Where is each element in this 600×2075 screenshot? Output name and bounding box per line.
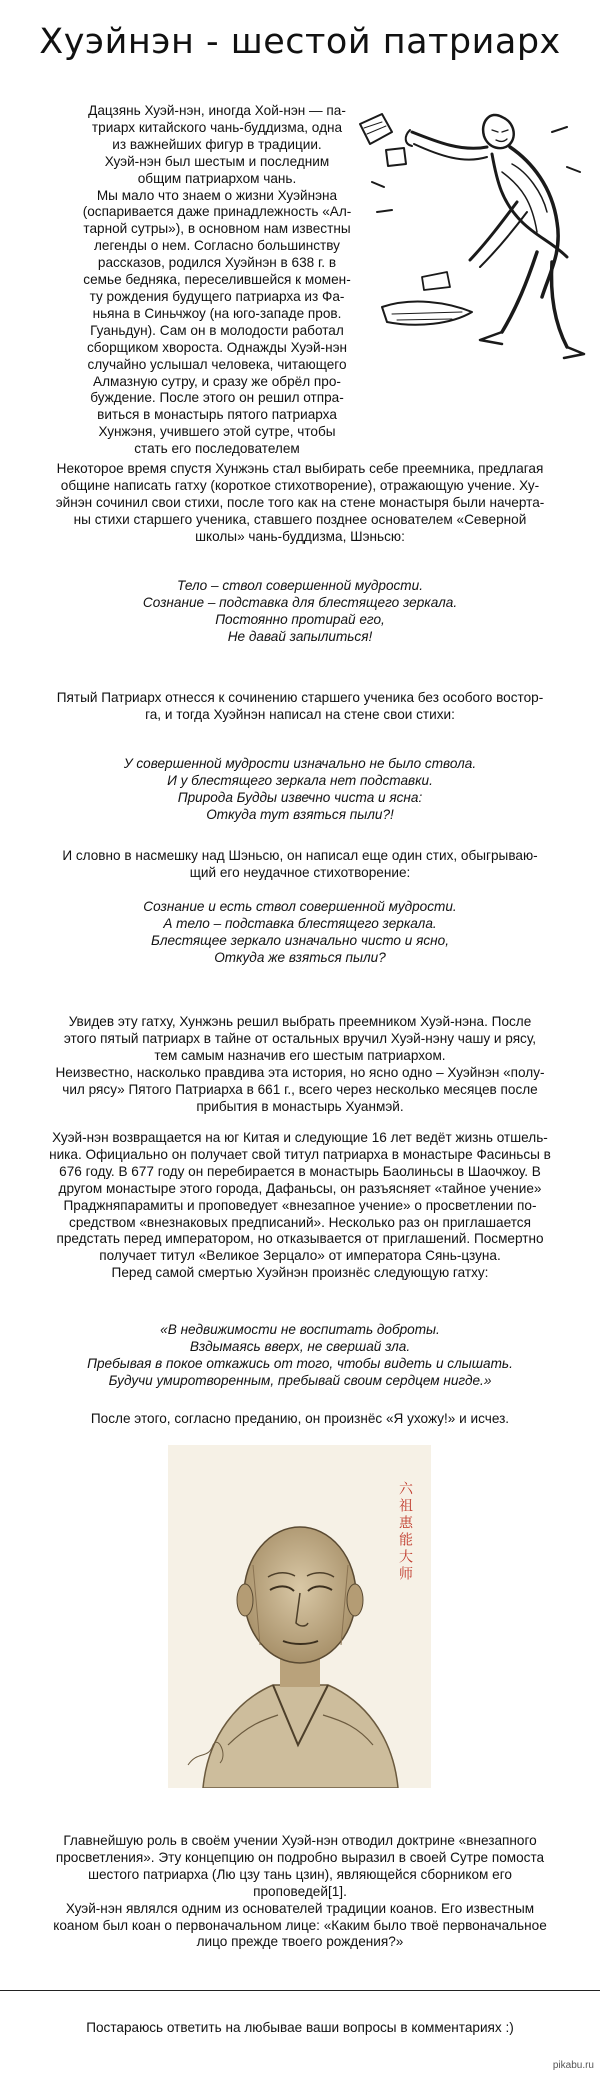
poem4-line: Вздымаясь вверх, не свершай зла. <box>189 1338 411 1354</box>
p6-line: предстать перед императором, но отказывается от приглашений. Посмертно <box>56 1231 544 1247</box>
p2-line: общине написать гатху (короткое стихотворение), отражающую учение. Ху- <box>60 477 540 493</box>
monk-ink-drawing <box>352 92 592 367</box>
p8-line: Главнейшую роль в своём учении Хуэй-нэн отводил доктрине «внезапного <box>63 1833 537 1848</box>
poem3-line: А тело – подставка блестящего зеркала. <box>163 915 437 931</box>
poem-huineng-second <box>10 899 590 967</box>
p6-line: другом монастыре этого города, Дафаньсы, он разъясняет «тайное учение» <box>58 1180 542 1196</box>
intro-line: Хунжэня, учившего этой сутре, чтобы <box>98 424 336 440</box>
intro-line: семье бедняка, переселившейся к момен- <box>83 272 351 288</box>
poem4-line: «В недвижимости не воспитать доброты. <box>160 1322 440 1337</box>
paragraph-mockery <box>10 848 590 882</box>
intro-line: тарной сутры»), в основном нам известны <box>83 221 351 237</box>
p6-line: Хуэй-нэн возвращается на юг Китая и следующие 16 лет ведёт жизнь отшель- <box>52 1130 548 1145</box>
page-title: Хуэйнэн - шестой патриарх <box>39 22 561 62</box>
intro-line: сборщиком хвороста. Однажды Хуэй-нэн <box>86 339 348 355</box>
monk-illustration <box>352 92 592 367</box>
intro-line: ньяна в Синьчжоу (на юго-западе пров. <box>92 305 342 321</box>
poem1-line: Не давай запылиться! <box>227 628 373 644</box>
poem-huineng <box>10 756 590 824</box>
poem2-line: И у блестящего зеркала нет подставки. <box>167 772 433 788</box>
poem2-line: Откуда тут взяться пыли?! <box>206 806 394 822</box>
poem1-line: Тело – ствол совершенной мудрости. <box>177 578 423 593</box>
intro-line: легенды о нем. Согласно большинству <box>94 238 340 254</box>
p6-line: средством «внезнаковых предписаний». Несколько раз он приглашается <box>69 1214 531 1230</box>
intro-paragraph <box>82 103 352 458</box>
footer-divider <box>0 1990 600 1991</box>
intro-line: Хуэй-нэн был шестым и последним <box>104 153 330 169</box>
p6-line: Праджняпарамиты и проповедует «внезапное учение» о просветлении по- <box>63 1197 537 1213</box>
intro-line: стать его последователем <box>134 441 300 457</box>
poem2-line: Природа Будды извечно чиста и ясна: <box>177 789 423 805</box>
poem-shenxiu <box>10 578 590 646</box>
intro-line: буждение. После этого он решил отпра- <box>90 390 344 406</box>
intro-line: триарх китайского чань-буддизма, одна <box>91 119 343 135</box>
p8-line: проповедей[1]. <box>253 1883 347 1899</box>
p6-line: 676 году. В 677 году он перебирается в монастырь Баолиньсы в Шаочжоу. В <box>59 1163 541 1179</box>
p4-line: И словно в насмешку над Шэньсю, он написал еще один стих, обыгрываю- <box>62 848 538 863</box>
intro-line: Гуаньдун). Сам он в молодости работал <box>90 322 344 338</box>
poem2-line: У совершенной мудрости изначально не было ствола. <box>123 756 477 771</box>
site-credit: pikabu.ru <box>552 2060 594 2071</box>
p6-line: ника. Официально он получает свой титул патриарха в монастыре Фасиньсы в <box>49 1146 551 1162</box>
intro-line: Мы мало что знаем о жизни Хуэйнэна <box>96 187 338 203</box>
footer-text: Постараюсь ответить на любывае ваши вопросы в комментариях :) <box>86 2020 514 2035</box>
p3-line: га, и тогда Хуэйнэн написал на стене свои стихи: <box>145 706 455 722</box>
poem4-line: Пребывая в покое откажись от того, чтобы видеть и слышать. <box>87 1355 513 1371</box>
paragraph-successor <box>10 461 590 546</box>
p5-line: Увидев эту гатху, Хунжэнь решил выбрать преемником Хуэй-нэна. После <box>68 1014 532 1029</box>
p3-line: Пятый Патриарх отнесся к сочинению старшего ученика без особого востор- <box>56 690 544 705</box>
paragraph-fifth-patriarch <box>10 690 590 724</box>
p5-line: Неизвестно, насколько правдива эта история, но ясно одно – Хуэйнэн «полу- <box>55 1064 545 1080</box>
p5-line: прибытия в монастырь Хуанмэй. <box>196 1098 404 1114</box>
intro-line: виться в монастырь пятого патриарха <box>97 407 337 423</box>
intro-line: случайно услышал человека, читающего <box>87 356 347 372</box>
paragraph-succession <box>10 1014 590 1115</box>
portrait-caption: 六祖惠能大师 <box>397 1481 413 1583</box>
p8-line: лицо прежде твоего рождения?» <box>196 1934 404 1950</box>
p5-line: этого пятый патриарх в тайне от остальных вручил Хуэй-нэну чашу и рясу, <box>63 1030 537 1046</box>
poem1-line: Сознание – подставка для блестящего зеркала. <box>142 594 458 610</box>
p8-line: Хуэй-нэн являлся одним из основателей традиции коанов. Его известным <box>65 1900 535 1916</box>
poem3-line: Блестящее зеркало изначально чисто и ясно, <box>151 932 449 948</box>
intro-line: Алмазную сутру, и сразу же обрёл про- <box>93 373 341 389</box>
poem3-line: Откуда же взяться пыли? <box>214 949 386 965</box>
huineng-portrait-sketch <box>168 1445 431 1788</box>
paragraph-disappearance: После этого, согласно преданию, он произнёс «Я ухожу!» и исчез. <box>90 1411 510 1426</box>
poem1-line: Постоянно протирай его, <box>215 611 385 627</box>
intro-line: из важнейших фигур в традиции. <box>112 136 322 152</box>
p8-line: коаном был коан о первоначальном лице: «Каким было твоё первоначальное <box>53 1917 547 1933</box>
intro-line: ту рождения будущего патриарха из Фа- <box>89 288 345 304</box>
intro-line: Дацзянь Хуэй-нэн, иногда Хой-нэн — па- <box>88 103 346 118</box>
poem-death-gatha <box>10 1322 590 1390</box>
p6-line: получает титул «Великое Зерцало» от императора Сянь-цзуна. <box>99 1248 501 1264</box>
intro-line: общим патриархом чань. <box>137 170 297 186</box>
p2-line: Некоторое время спустя Хунжэнь стал выбирать себе преемника, предлагая <box>56 461 544 476</box>
intro-line: (оспаривается даже принадлежность «Ал- <box>82 204 352 220</box>
p8-line: просветления». Эту концепцию он подробно выразил в своей Сутре помоста <box>55 1849 545 1865</box>
p2-line: ны стихи старшего ученика, ставшего позднее основателем «Северной <box>73 511 527 527</box>
p5-line: тем самым назначив его шестым патриархом. <box>154 1047 446 1063</box>
paragraph-later-life <box>10 1130 590 1282</box>
paragraph-teaching <box>10 1833 590 1951</box>
p8-line: шестого патриарха (Лю цзу тань цзин), являющейся сборником его <box>88 1866 512 1882</box>
p2-line: школы» чань-буддизма, Шэньсю: <box>195 528 405 544</box>
p4-line: щий его неудачное стихотворение: <box>189 864 411 880</box>
p2-line: эйнэн сочинил свои стихи, после того как на стене монастыря были начерта- <box>55 494 545 510</box>
poem4-line: Будучи умиротворенным, пребывай своим сердцем нигде.» <box>108 1372 492 1388</box>
intro-line: рассказов, родился Хуэйнэн в 638 г. в <box>97 255 337 271</box>
portrait-image <box>168 1445 431 1788</box>
p5-line: чил рясу» Пятого Патриарха в 661 г., всего через несколько месяцев после <box>62 1081 538 1097</box>
poem3-line: Сознание и есть ствол совершенной мудрости. <box>143 899 457 914</box>
p6-line: Перед самой смертью Хуэйнэн произнёс следующую гатху: <box>111 1265 489 1281</box>
